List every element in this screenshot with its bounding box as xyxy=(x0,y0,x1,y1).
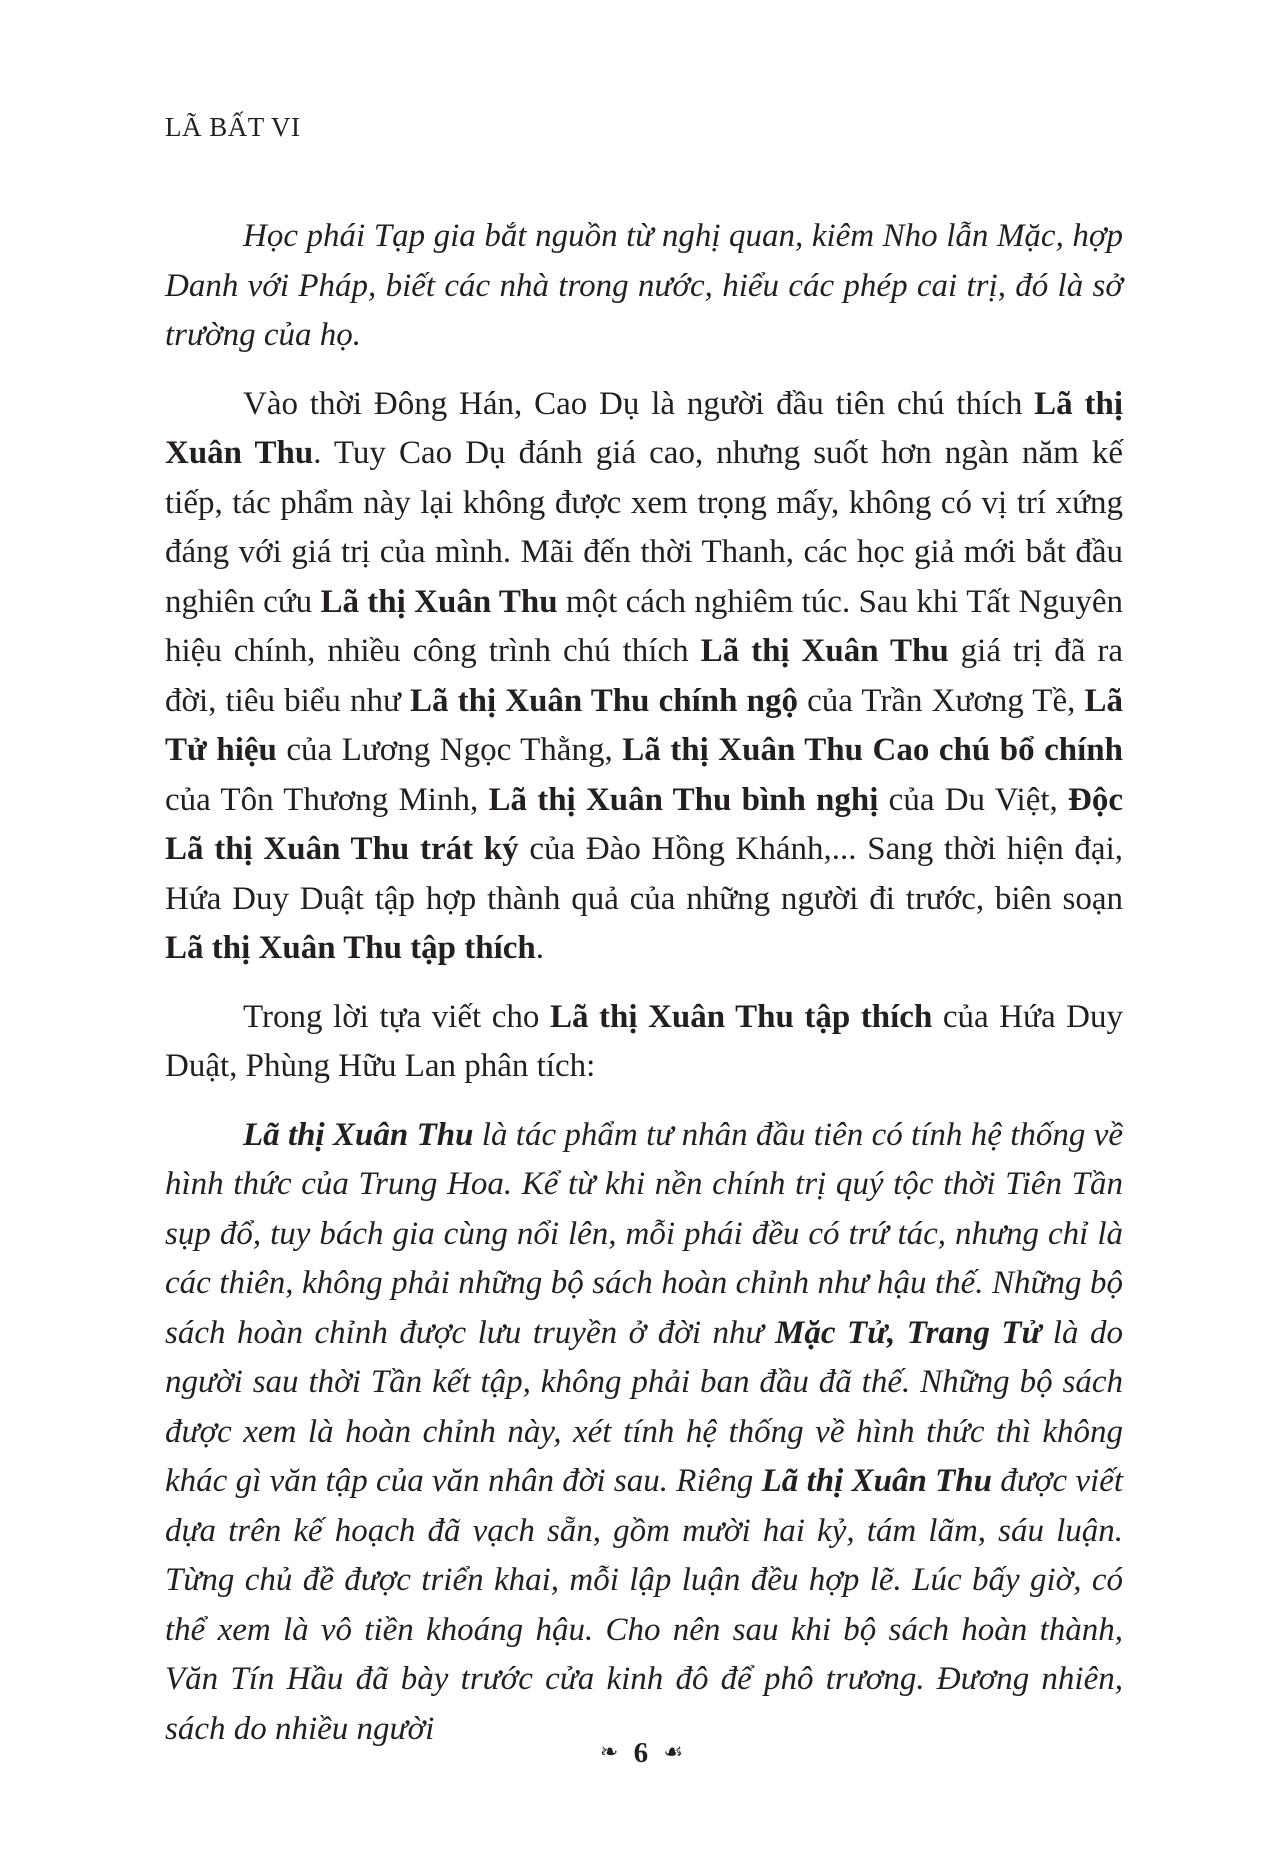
page-number xyxy=(0,1737,1283,1770)
running-head: LÃ BẤT VI xyxy=(165,112,301,142)
text-run: của Hứa Duy Duật, Phùng Hữu Lan phân tích: xyxy=(165,998,1123,1084)
text-run: của Tôn Thương Minh, xyxy=(165,781,489,818)
book-title: Lã thị Xuân Thu chính ngộ xyxy=(410,682,798,719)
paragraph xyxy=(165,380,1123,974)
text-run: Học phái Tạp gia bắt nguồn từ nghị quan, kiêm Nho lẫn Mặc, hợp Danh với Pháp, biết các nhà trong nước, hiểu các phép cai trị, đó là sở trường của họ. xyxy=(165,218,1123,353)
body-text xyxy=(165,212,1123,1773)
book-title: Lã thị Xuân Thu xyxy=(700,633,949,669)
text-run: . Tuy Cao Dụ đánh giá cao, nhưng suốt hơn ngàn năm kế tiếp, tác phẩm này lại không được xem trọng mấy, không có vị trí xứng đáng với giá trị của mình. Mãi đến thời Thanh, các học giả mới bắt đầu nghiên cứu xyxy=(165,435,1123,620)
text-run: được viết dựa trên kế hoạch đã vạch sẵn, gồm mười hai kỷ, tám lãm, sáu luận. Từng chủ đề được triển khai, mỗi lập luận đều hợp lẽ. Lúc bấy giờ, có thể xem là vô tiền khoáng hậu. Cho nên sau khi bộ sách hoàn thành, Văn Tín Hầu đã bày trước cửa kinh đô để phô trương. Đương nhiên, sách do nhiều người xyxy=(165,1463,1124,1747)
text-run: một cách nghiêm túc. Sau khi Tất Nguyên hiệu chính, nhiều công trình chú thích xyxy=(165,583,1123,669)
book-title: Lã thị Xuân Thu tập thích xyxy=(165,930,536,966)
paragraph xyxy=(165,212,1123,361)
text-run: giá trị đã ra đời, tiêu biểu như xyxy=(165,633,1123,719)
paragraph xyxy=(165,993,1123,1092)
text-run: là do người sau thời Tần kết tập, không phải ban đầu đã thế. Những bộ sách được xem là hoàn chỉnh này, xét tính hệ thống về hình thức thì không khác gì văn tập của văn nhân đời sau. Riêng xyxy=(165,1314,1123,1499)
text-run: của Đào Hồng Khánh,... Sang thời hiện đại, Hứa Duy Duật tập hợp thành quả của những người đi trước, biên soạn xyxy=(165,831,1123,917)
book-title: Độc Lã thị Xuân Thu trát ký xyxy=(165,781,1123,867)
text-run: của Du Việt, xyxy=(878,781,1068,818)
text-run: Trong lời tựa viết cho xyxy=(243,998,550,1035)
fleuron-left-icon: ❧ xyxy=(599,1739,619,1764)
text-run: của Lương Ngọc Thằng, xyxy=(276,732,623,768)
book-title: Lã thị Xuân Thu xyxy=(761,1463,992,1499)
paragraph xyxy=(165,1111,1123,1755)
book-title: Lã thị Xuân Thu bình nghị xyxy=(488,781,879,818)
book-title: Lã thị Xuân Thu xyxy=(320,583,558,620)
book-title: Lã thị Xuân Thu xyxy=(243,1116,474,1153)
book-title: Mặc Tử, Trang Tử xyxy=(775,1314,1042,1351)
text-run: của Trần Xương Tề, xyxy=(797,682,1085,719)
text-run: . xyxy=(535,930,545,966)
book-title: Lã thị Xuân Thu tập thích xyxy=(549,998,933,1035)
book-title: Lã thị Xuân Thu xyxy=(165,385,1123,471)
text-run: Vào thời Đông Hán, Cao Dụ là người đầu tiên chú thích xyxy=(243,385,1035,422)
text-run: là tác phẩm tư nhân đầu tiên có tính hệ thống về hình thức của Trung Hoa. Kể từ khi nền chính trị quý tộc thời Tiên Tần sụp đổ, tuy bách gia cùng nổi lên, mỗi phái đều có trứ tác, nhưng chỉ là các thiên, không phải những bộ sách hoàn chỉnh như hậu thế. Những bộ sách hoàn chỉnh được lưu truyền ở đời như xyxy=(165,1116,1123,1351)
page-number-value: 6 xyxy=(633,1737,649,1769)
book-title: Lã thị Xuân Thu Cao chú bổ chính xyxy=(622,732,1124,768)
fleuron-right-icon: ☙ xyxy=(663,1739,684,1764)
book-title: Lã Tử hiệu xyxy=(165,682,1123,768)
